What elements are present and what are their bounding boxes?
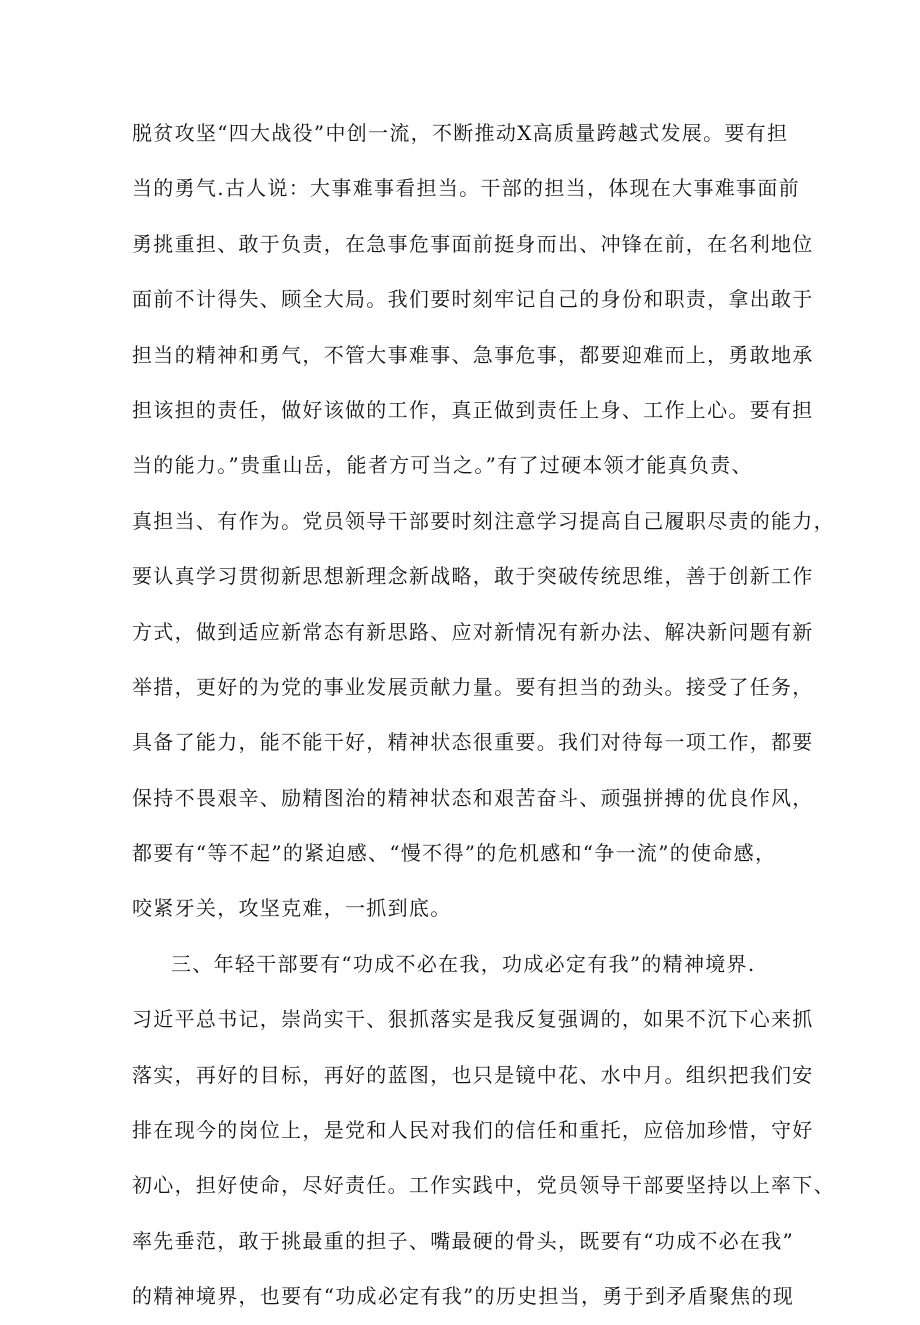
text-line: 面前不计得失、顾全大局。我们要时刻牢记自己的身份和职责，拿出敢于 [132,287,814,312]
text-line: 具备了能力，能不能干好，精神状态很重要。我们对待每一项工作，都要 [132,730,814,755]
text-line: 保持不畏艰辛、励精图治的精神状态和艰苦奋斗、顽强拼搏的优良作风， [132,785,814,810]
text-line: 当的能力。”贵重山岳，能者方可当之。”有了过硬本领才能真负责、 [132,453,753,478]
text-line: 脱贫攻坚“四大战役”中创一流，不断推动X高质量跨越式发展。要有担 [132,121,789,145]
text-line: 习近平总书记，崇尚实干、狠抓落实是我反复强调的，如果不沉下心来抓 [132,1007,814,1032]
text-line: 的精神境界，也要有“功成必定有我”的历史担当，勇于到矛盾聚焦的现 [132,1284,795,1309]
text-line: 担该担的责任，做好该做的工作，真正做到责任上身、工作上心。要有担 [132,397,814,422]
text-line: 举措，更好的为党的事业发展贡献力量。要有担当的劲头。接受了任务， [132,674,814,699]
section-heading: 三、年轻干部要有“功成不必在我，功成必定有我”的精神境界. [171,951,756,976]
text-line: 真担当、有作为。党员领导干部要时刻注意学习提高自己履职尽责的能力， [132,508,835,533]
text-line: 当的勇气.古人说：大事难事看担当。干部的担当，体现在大事难事面前 [132,176,800,201]
text-line: 担当的精神和勇气，不管大事难事、急事危事，都要迎难而上，勇敢地承 [132,342,814,367]
text-line: 都要有“等不起”的紧迫感、“慢不得”的危机感和“争一流”的使命感， [132,841,777,866]
text-line: 要认真学习贯彻新思想新理念新战略，敢于突破传统思维，善于创新工作 [132,564,814,589]
text-line: 勇挑重担、敢于负责，在急事危事面前挺身而出、冲锋在前，在名利地位 [132,231,814,256]
body-text [132,106,835,1325]
text-line: 率先垂范，敢于挑最重的担子、嘴最硬的骨头，既要有“功成不必在我” [132,1228,795,1253]
text-line: 落实，再好的目标，再好的蓝图，也只是镜中花、水中月。组织把我们安 [132,1062,814,1087]
text-line: 咬紧牙关，攻坚克难，一抓到底。 [132,896,452,921]
text-line: 方式，做到适应新常态有新思路、应对新情况有新办法、解决新问题有新 [132,619,814,644]
text-line: 排在现今的岗位上，是党和人民对我们的信任和重托，应倍加珍惜，守好 [132,1118,814,1143]
text-line: 初心，担好使命，尽好责任。工作实践中，党员领导干部要坚持以上率下、 [132,1173,835,1198]
